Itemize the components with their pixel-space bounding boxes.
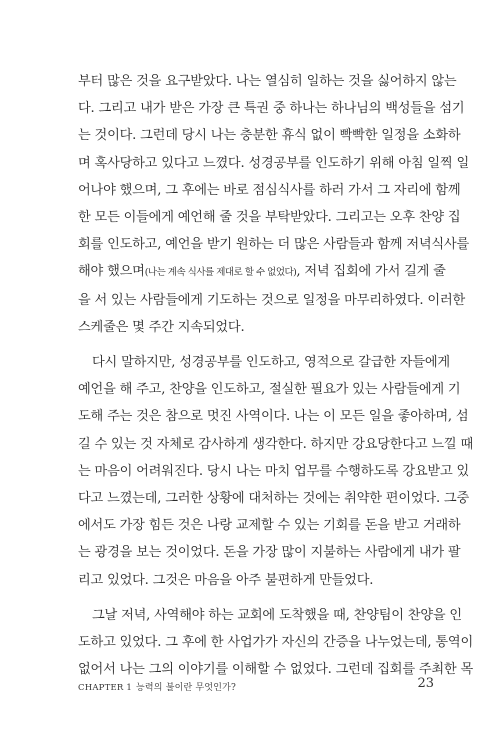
text-line: 을 서 있는 사람들에게 기도하는 것으로 일정을 마무리하였다. 이러한	[78, 292, 466, 308]
text-line: 한 모든 이들에게 예언해 줄 것을 부탁받았다. 그리고는 오후 찬양 집	[78, 210, 461, 226]
text-line: 회를 인도하고, 예언을 받기 원하는 더 많은 사람들과 함께 저녁식사를	[78, 237, 470, 253]
text-line: 에서도 가장 힘든 것은 나랑 교제할 수 있는 기회를 돈을 받고 거래하	[78, 518, 461, 534]
page-number: 23	[417, 676, 434, 691]
text-line: 다. 그리고 내가 받은 가장 큰 특권 중 하나는 하나님의 백성들을 섬기	[78, 101, 465, 117]
text-segment: , 저녁 집회에 가서 길게 줄	[296, 264, 446, 280]
text-line: 는 것이다. 그런데 당시 나는 충분한 휴식 없이 빡빡한 일정을 소화하	[78, 128, 461, 144]
text-line: 예언을 해 주고, 찬양을 인도하고, 절실한 필요가 있는 사람들에게 기	[78, 382, 461, 398]
paragraph-gap	[78, 594, 434, 602]
text-line-with-aside	[78, 258, 446, 286]
paragraph-3	[78, 602, 474, 684]
aside-note: (나는 계속 식사를 제대로 할 수 없었다)	[144, 267, 297, 279]
page-footer	[78, 676, 434, 696]
text-line: 는 마음이 어려워진다. 당시 나는 마치 업무를 수행하도록 강요받고 있	[78, 463, 470, 479]
text-line: 어나야 했으며, 그 후에는 바로 점심식사를 하러 가서 그 자리에 함께	[78, 182, 461, 198]
text-line: 는 광경을 보는 것이었다. 돈을 가장 많이 지불하는 사람에게 내가 팔	[78, 545, 461, 561]
running-footer	[78, 680, 236, 693]
paragraph-1	[78, 68, 470, 341]
chapter-label: CHAPTER 1	[78, 683, 132, 693]
text-line: 다시 말하지만, 성경공부를 인도하고, 영적으로 갈급한 자들에게	[92, 355, 450, 371]
text-line: 길 수 있는 것 자체로 감사하게 생각한다. 하지만 강요당한다고 느낄 때	[78, 436, 474, 452]
text-line: 없어서 나는 그의 이야기를 이해할 수 없었다. 그런데 집회를 주최한 목	[78, 662, 474, 678]
text-line: 스케줄은 몇 주간 지속되었다.	[78, 319, 245, 335]
text-line: 도해 주는 것은 참으로 멋진 사역이다. 나는 이 모든 일을 좋아하며, 섬	[78, 409, 469, 425]
page-body	[78, 68, 474, 683]
text-line: 리고 있었다. 그것은 마음을 아주 불편하게 만들었다.	[78, 572, 374, 588]
text-line: 그날 저녁, 사역해야 하는 교회에 도착했을 때, 찬양팀이 찬양을 인	[92, 607, 462, 623]
text-line: 며 혹사당하고 있다고 느꼈다. 성경공부를 인도하기 위해 아침 일찍 일	[78, 155, 470, 171]
paragraph-2	[78, 349, 474, 594]
paragraph-gap	[78, 341, 434, 349]
chapter-title: 능력의 불이란 무엇인가?	[135, 683, 237, 693]
text-line: 부터 많은 것을 요구받았다. 나는 열심히 일하는 것을 싫어하지 않는	[78, 74, 457, 89]
text-line: 도하고 있었다. 그 후에 한 사업가가 자신의 간증을 나누었는데, 통역이	[78, 635, 474, 651]
text-segment: 해야 했으며	[78, 264, 145, 280]
text-line: 다고 느꼈는데, 그러한 상황에 대처하는 것에는 취약한 편이었다. 그중	[78, 491, 470, 507]
